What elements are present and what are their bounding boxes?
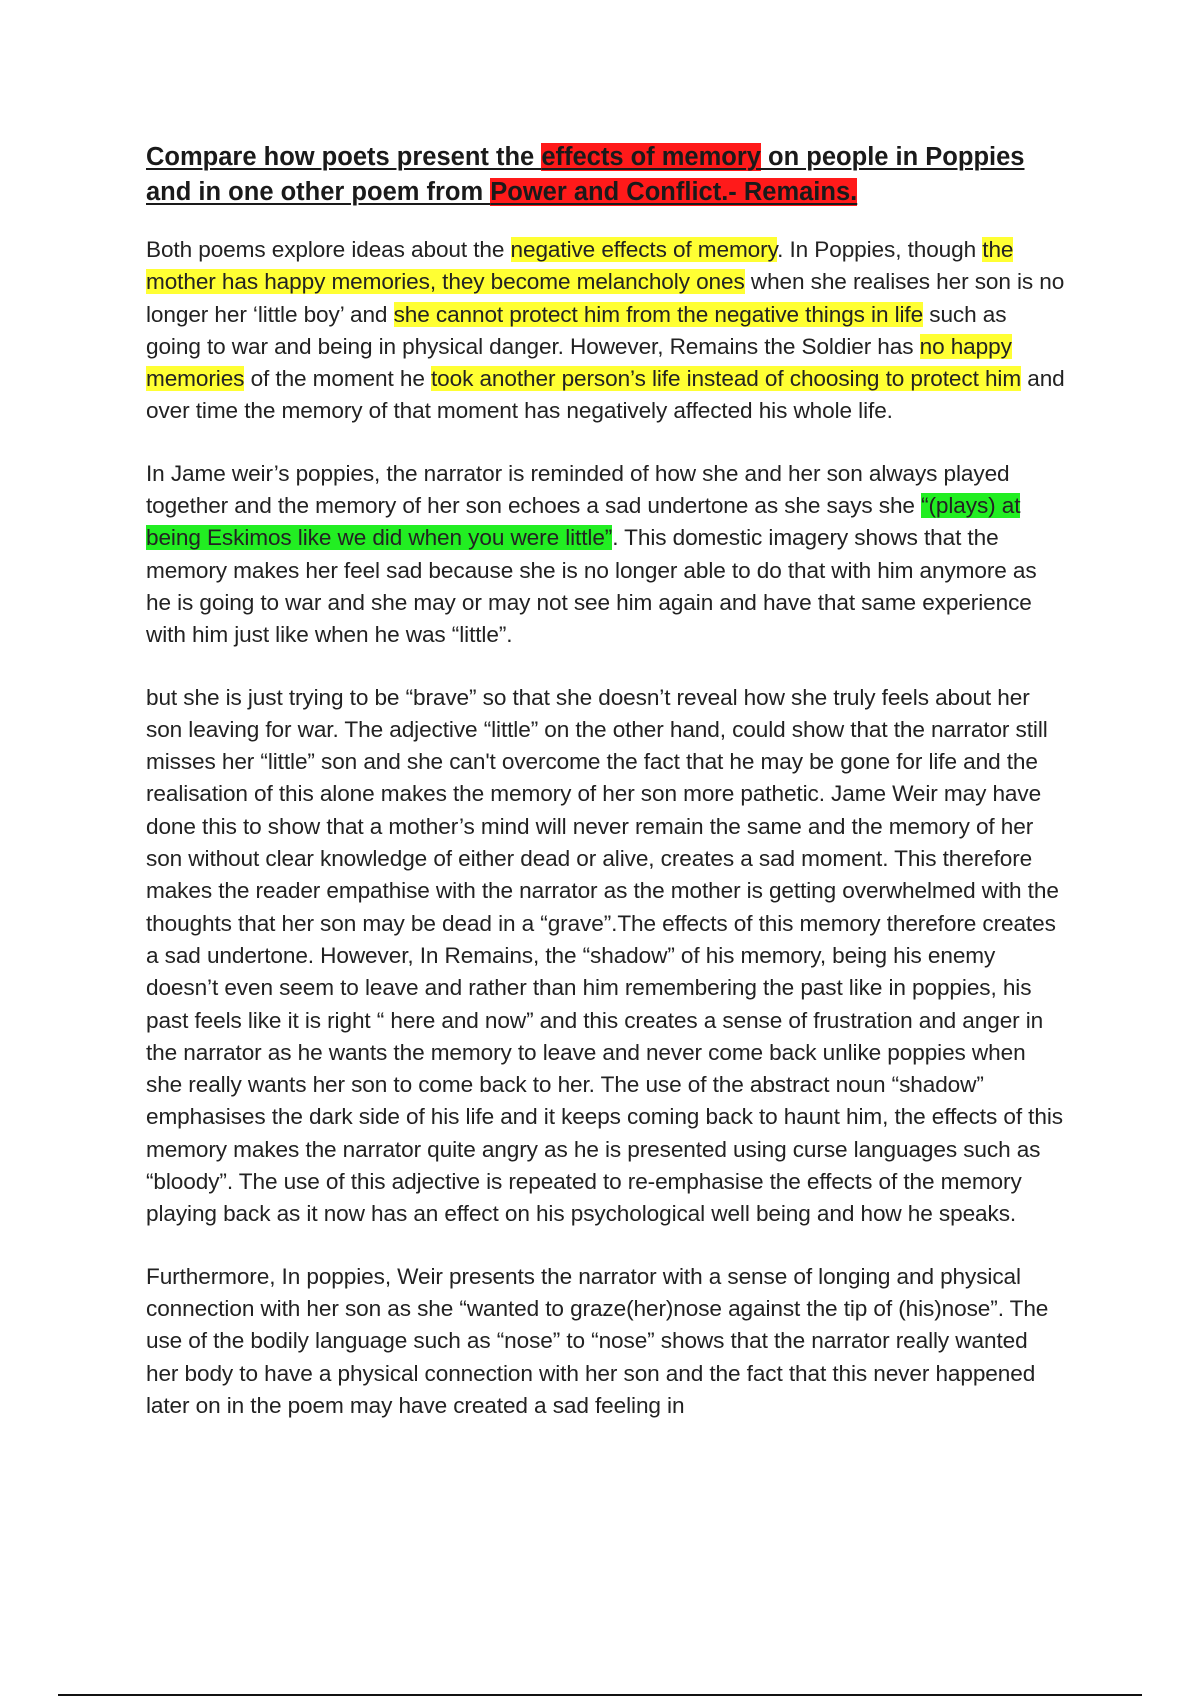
highlight-yellow: she cannot protect him from the negative things in life <box>393 301 924 327</box>
highlight-green-quote: “(plays) at being Eskimos like we did when you were little” <box>146 493 1021 551</box>
essay-title <box>146 140 1066 210</box>
document-page <box>146 140 1066 1452</box>
page-bottom-rule <box>58 1694 1142 1696</box>
paragraph-text: when she realises her son is no longer her ‘little boy’ and <box>146 269 1065 327</box>
title-text: on people in Poppies and in one other poem from <box>146 143 1025 206</box>
paragraph-text: . In Poppies, though <box>777 237 983 262</box>
title-highlight-red: Power and Conflict.- Remains. <box>490 178 858 206</box>
paragraph-2 <box>146 458 1066 652</box>
highlight-yellow: negative effects of memory <box>510 237 778 262</box>
paragraph-3: but she is just trying to be “brave” so that she doesn’t reveal how she truly feels about her son leaving for war. The adjective “little” on the other hand, could show that the narrator still misses her “little” son and she can't overcome the fact that he may be gone for life and the realisation of this alone makes the memory of her son more pathetic. Jame Weir may have done this to show that a mother’s mind will never remain the same and the memory of her son without clear knowledge of either dead or alive, creates a sad moment. This therefore makes the reader empathise with the narrator as the mother is getting overwhelmed with the thoughts that her son may be dead in a “grave”.The effects of this memory therefore creates a sad undertone. However, In Remains, the “shadow” of his memory, being his enemy doesn’t even seem to leave and rather than him remembering the past like in poppies, his past feels like it is right “ here and now” and this creates a sense of frustration and anger in the narrator as he wants the memory to leave and never come back unlike poppies when she really wants her son to come back to her. The use of the abstract noun “shadow” emphasises the dark side of his life and it keeps coming back to haunt him, the effects of this memory makes the narrator quite angry as he is presented using curse languages such as “bloody”. The use of this adjective is repeated to re-emphasise the effects of the memory playing back as it now has an effect on his psychological well being and how he speaks. <box>146 684 1063 1227</box>
paragraph-text: of the moment he <box>244 366 431 392</box>
paragraph-1 <box>146 234 1066 428</box>
title-highlight-red: effects of memory <box>541 143 761 171</box>
paragraph-text: such as going to war and being in physical danger. However, Remains the Soldier has <box>146 301 1007 359</box>
paragraph-text: In Jame weir’s poppies, the narrator is reminded of how she and her son always played together and the memory of her son echoes a sad undertone as she says she <box>146 460 1010 519</box>
highlight-yellow: took another person’s life instead of choosing to protect him <box>430 366 1022 392</box>
paragraph-4: Furthermore, In poppies, Weir presents the narrator with a sense of longing and physical connection with her son as she “wanted to graze(her)nose against the tip of (his)nose”. The use of the bodily language such as “nose” to “nose” shows that the narrator really wanted her body to have a physical connection with her son and the fact that this never happened later on in the poem may have created a sad feeling in <box>146 1263 1049 1418</box>
paragraph-text: and over time the memory of that moment has negatively affected his whole life. <box>146 366 1065 424</box>
paragraph-text: Both poems explore ideas about the <box>146 237 511 262</box>
highlight-yellow: no happy memories <box>146 333 1012 392</box>
paragraph-text: . This domestic imagery shows that the memory makes her feel sad because she is no longer able to do that with him anymore as he is going to war and she may or may not see him again and have that same experience with him just like when he was “little”. <box>146 525 1037 648</box>
title-text: Compare how poets present the <box>146 143 542 171</box>
highlight-yellow: the mother has happy memories, they become melancholy ones <box>146 237 1014 295</box>
